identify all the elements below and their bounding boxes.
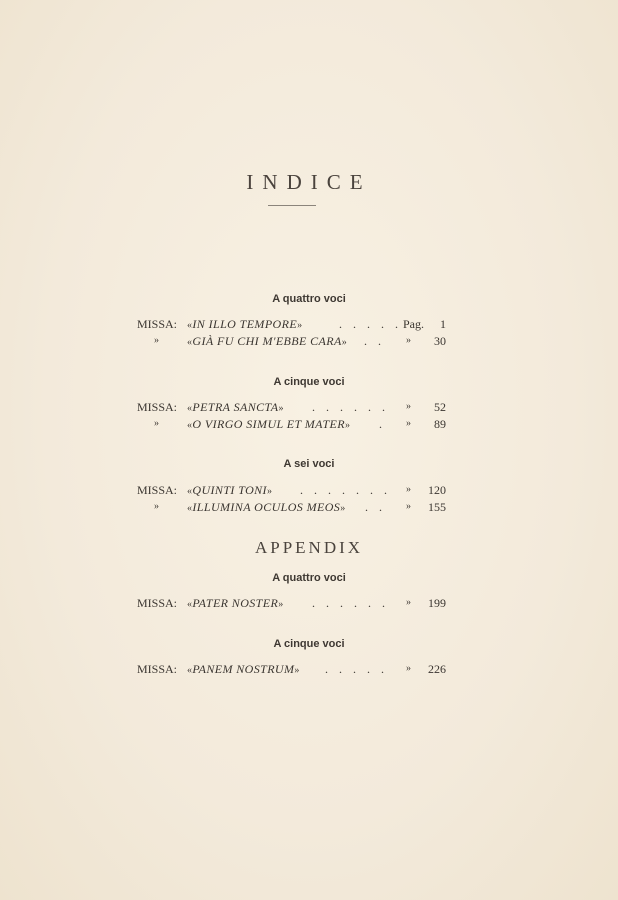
toc-entry — [0, 334, 618, 350]
page-ditto: » — [406, 663, 411, 674]
section-heading: A sei voci — [283, 458, 335, 470]
page-number: 199 — [428, 596, 446, 610]
page-number: 30 — [434, 334, 446, 348]
entry-label: MISSA: — [137, 596, 178, 610]
leader-dots: . . . . . — [339, 317, 402, 331]
entry-title: «PANEM NOSTRUM» — [187, 662, 300, 676]
toc-entry — [0, 400, 618, 416]
page-ditto: » — [406, 401, 411, 412]
page-number: 89 — [434, 417, 446, 431]
page-ditto: » — [406, 335, 411, 346]
entry-title: «GIÀ FU CHI M'EBBE CARA» — [187, 334, 348, 348]
toc-entry — [0, 483, 618, 499]
page-ditto: » — [406, 418, 411, 429]
page-ditto: » — [406, 484, 411, 495]
toc-entry — [0, 662, 618, 678]
page-number: 155 — [428, 500, 446, 514]
page-number: 120 — [428, 483, 446, 497]
toc-entry — [0, 596, 618, 612]
entry-title: «IN ILLO TEMPORE» — [187, 317, 303, 331]
section-heading: A cinque voci — [273, 638, 345, 650]
entry-title: «PETRA SANCTA» — [187, 400, 284, 414]
page-number: 52 — [434, 400, 446, 414]
entry-label: MISSA: — [137, 483, 178, 497]
leader-dots: . . . . . . — [312, 400, 389, 414]
title-divider — [268, 205, 316, 206]
page-title: INDICE — [246, 170, 372, 194]
leader-dots: . . . . . . — [312, 596, 389, 610]
entry-title: «O VIRGO SIMUL ET MATER» — [187, 417, 351, 431]
leader-dots: . . — [365, 500, 386, 514]
toc-entry — [0, 317, 618, 333]
page-number: 226 — [428, 662, 446, 676]
toc-entry — [0, 417, 618, 433]
entry-title: «QUINTI TONI» — [187, 483, 273, 497]
leader-dots: . . . . . — [325, 662, 388, 676]
toc-entry — [0, 500, 618, 516]
page-ditto: » — [406, 597, 411, 608]
page-number: 1 — [440, 317, 446, 331]
leader-dots: . — [379, 417, 386, 431]
appendix-title: APPENDIX — [254, 538, 364, 557]
entry-title: «PATER NOSTER» — [187, 596, 284, 610]
entry-label: MISSA: — [137, 317, 178, 331]
leader-dots: . . — [364, 334, 385, 348]
entry-title: «ILLUMINA OCULOS MEOS» — [187, 500, 346, 514]
entry-ditto: » — [154, 501, 159, 512]
entry-label: MISSA: — [137, 400, 178, 414]
page-label: Pag. — [403, 317, 424, 331]
section-heading: A cinque voci — [273, 376, 345, 388]
entry-label: MISSA: — [137, 662, 178, 676]
page-ditto: » — [406, 501, 411, 512]
section-heading: A quattro voci — [272, 572, 346, 584]
entry-ditto: » — [154, 335, 159, 346]
entry-ditto: » — [154, 418, 159, 429]
leader-dots: . . . . . . . — [300, 483, 391, 497]
section-heading: A quattro voci — [272, 293, 346, 305]
